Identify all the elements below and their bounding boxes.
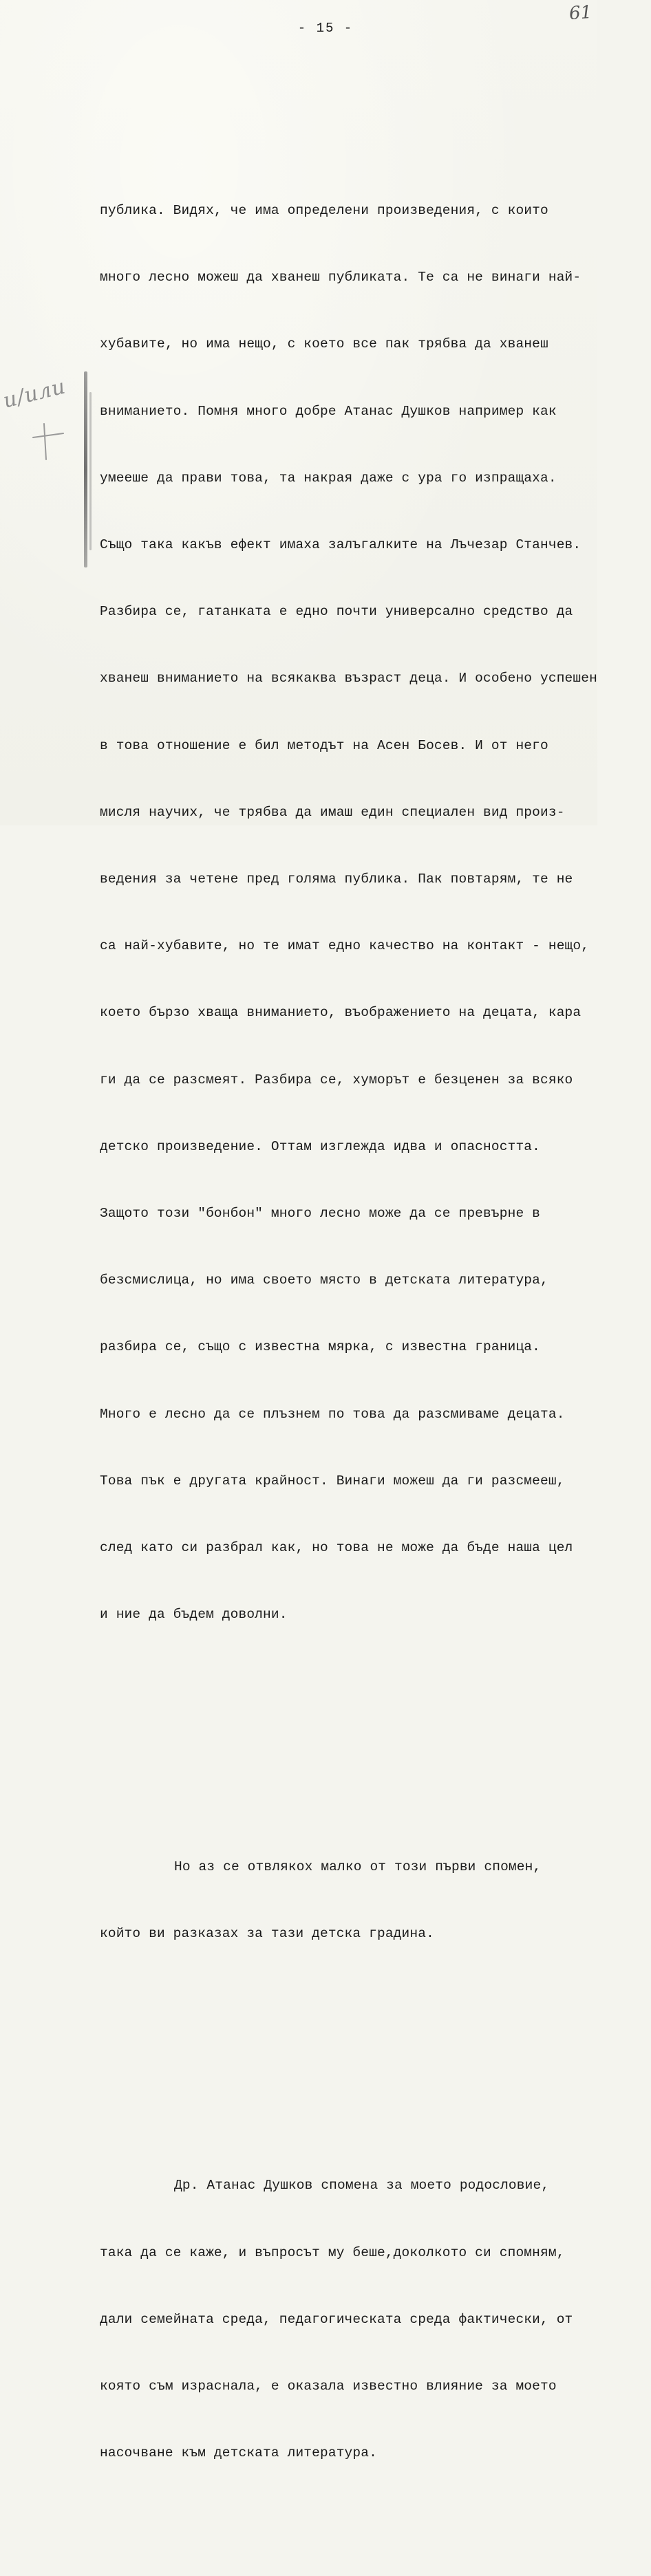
text-line: която съм израснала, е оказала известно влияние за моето — [100, 2379, 557, 2394]
text-line: много лесно можеш да хванеш публиката. Те са не винаги най- — [100, 270, 581, 285]
text-line: Това пък е другата крайност. Винаги можеш да ги разсмееш, — [100, 1473, 565, 1489]
text-line: разбира се, също с известна мярка, с известна граница. — [100, 1339, 541, 1355]
paragraph-gap — [100, 1738, 595, 1744]
paragraph-2 — [100, 1811, 595, 1989]
text-line: ведения за четене пред голяма публика. Пак повтарям, те не — [100, 872, 573, 887]
text-line: вниманието. Помня много добре Атанас Душков например как — [100, 403, 557, 419]
paragraph-gap — [100, 2056, 595, 2063]
text-line: в това отношение е бил методът на Асен Босев. И от него — [100, 737, 548, 753]
text-line: Също така какъв ефект имаха залъгалките на Лъчезар Станчев. — [100, 537, 581, 553]
text-line: хванеш вниманието на всякаква възраст деца. И особено успешен — [100, 671, 597, 686]
text-line: което бързо хваща вниманието, въображението на децата, кара — [100, 1005, 581, 1021]
text-line: след като си разбрал как, но това не може да бъде наша цел — [100, 1540, 573, 1556]
text-line: така да се каже, и въпросът му беше,доколкото си спомням, — [100, 2244, 565, 2260]
text-line: Но аз се отвлякох малко от този първи спомен, — [174, 1859, 542, 1874]
body-text — [100, 88, 595, 2576]
text-line: детско произведение. Оттам изглежда идва и опасността. — [100, 1138, 541, 1154]
text-line: Защото този "бонбон" много лесно може да се превърне в — [100, 1206, 541, 1222]
text-line: публика. Видях, че има определени произведения, с които — [100, 203, 548, 219]
text-line: мисля научих, че трябва да имаш един специален вид произ- — [100, 804, 565, 820]
text-line: са най-хубавите, но те имат едно качество на контакт - нещо, — [100, 938, 590, 954]
handwritten-cross-mark — [28, 421, 69, 462]
text-line: умееше да прави това, та накрая даже с ура го изпращаха. — [100, 470, 557, 486]
text-line: дали семейната среда, педагогическата среда фактически, от — [100, 2311, 573, 2327]
paragraph-1 — [100, 155, 595, 1670]
text-line: насочване към детската литература. — [100, 2445, 377, 2461]
handwritten-margin-note: и/или — [1, 374, 69, 413]
margin-vertical-mark-secondary — [89, 392, 92, 550]
text-line: и ние да бъдем доволни. — [100, 1607, 288, 1623]
text-line: безсмислица, но има своето място в детската литература, — [100, 1273, 548, 1288]
margin-vertical-mark — [84, 371, 87, 567]
text-line: Разбира се, гатанката е едно почти универсално средство да — [100, 604, 573, 620]
archive-page-number: 61 — [568, 1, 593, 25]
text-line: хубавите, но има нещо, с което все пак трябва да хванеш — [100, 336, 548, 352]
text-line: който ви разказах за тази детска градина. — [100, 1925, 434, 1941]
text-line: ги да се разсмеят. Разбира се, хуморът е безценен за всяко — [100, 1072, 573, 1087]
paragraph-3 — [100, 2130, 595, 2509]
text-line: Др. Атанас Душков спомена за моето родословие, — [174, 2178, 550, 2194]
text-line: Много е лесно да се плъзнем по това да разсмиваме децата. — [100, 1406, 565, 1422]
page-number: - 15 - — [297, 21, 354, 36]
